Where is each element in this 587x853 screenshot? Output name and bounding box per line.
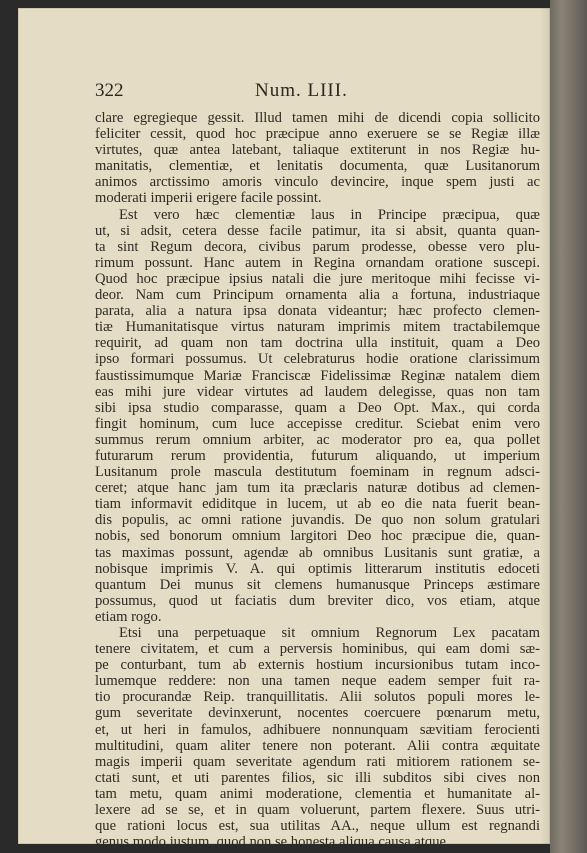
text-line: nobisque imprimis V. A. qui optimis litterarum institutis edoceti [95, 560, 540, 577]
text-line: Quod hoc præcipue ipsius natali die jure meritoque mihi fecisse vi- [95, 270, 540, 287]
text-line: ctati sunt, et uti parentes filios, sic illi subditos sibi cives non [95, 769, 540, 786]
paragraph [95, 110, 540, 207]
text-line: fingit hominum, cum luce accepisse creditur. Sciebat enim vero [95, 415, 540, 432]
text-line: tas maximas possunt, agendæ ab omnibus Lusitanis sunt gratiæ, a [95, 544, 540, 561]
paragraph [95, 207, 540, 625]
text-line: sibi ipsa studio comparasse, quam a Deo Opt. Max., qui corda [95, 399, 540, 416]
text-line: multitudini, quam aliter tenere non poterant. Alii contra æquitate [95, 737, 540, 754]
text-line: ipso formari possumus. Ut celebraturus hodie oratione clarissimum [95, 351, 540, 368]
text-line: et, ut heri in famulos, adhibuere nonnunquam sævitiam ferocienti [95, 721, 540, 738]
text-line: Lusitanum prole mascula destitutum foeminam in regnum adsci- [95, 464, 540, 481]
text-line: tio procurandæ Reip. tranquillitatis. Alii solutos populi mores le- [95, 689, 540, 706]
text-line: ta sint Regum decora, civibus parum prodesse, obesse vero plu- [95, 238, 540, 255]
text-line: tenere civitatem, et cum a perversis hominibus, qui eam domi sæ- [95, 641, 540, 658]
text-line: parata, alia a natura ipsa donata videantur; hæc profecto clemen- [95, 303, 540, 320]
text-line: ut, si adsit, cetera desse facile patimur, ita si absit, quanta quan- [95, 222, 540, 239]
text-line: ceret; atque hanc jam tum ita præclaris naturæ dotibus ad clemen- [95, 480, 540, 497]
page-header [95, 78, 547, 106]
text-line: etiam rogo. [95, 608, 162, 625]
text-line: feliciter cessit, quod hoc præcipue anno exeruere se se Regiæ illæ [95, 126, 540, 143]
text-line: Etsi una perpetuaque sit omnium Regnorum Lex pacatam [119, 625, 540, 641]
text-line: animos arctissimo amoris vinculo devincire, inque spem justi ac [95, 174, 540, 191]
text-line: tam metu, quam animi moderatione, clementia et humanitate al- [95, 785, 540, 802]
text-line: summus rerum omnium arbiter, ac moderator pro ea, qua pollet [95, 431, 540, 448]
body-text [95, 110, 540, 850]
text-line: quantum Dei munus sit clemens humanusque Princeps æstimare [95, 576, 540, 593]
text-line: genus modo justum, quod non se honesta aliqua causa atque [95, 834, 446, 851]
text-line: possumus, quod ut faciatis dum breviter dico, vos etiam, atque [95, 592, 540, 609]
text-line: faustissimumque Mariæ Franciscæ Fidelissimæ Reginæ natalem diem [95, 367, 540, 384]
page-number: 322 [95, 80, 124, 101]
text-line: requirit, ad quam non tam doctrina ulla instituit, quam a Deo [95, 335, 540, 352]
text-line: Est vero hæc clementiæ laus in Principe præcipua, quæ [119, 206, 540, 223]
text-line: nobis, sed bonorum omnium largitori Deo hoc præcipue die, quan- [95, 528, 540, 545]
text-line: lumemque reddere: non una tamen neque eadem semper fuit ra- [95, 673, 540, 690]
text-line: virtutes, quæ antea latebant, taliaque extiterunt in nos Regiæ hu- [95, 142, 540, 159]
text-line: pe conturbant, tum ab externis hostium incursionibus tutam inco- [95, 657, 540, 674]
text-line: moderati imperii erigere facile possint. [95, 190, 322, 207]
text-line: tiæ Humanitatisque virtus naturam imprimis mitem tractabilemque [95, 319, 540, 336]
text-line: clare egregieque gessit. Illud tamen mihi de dicendi copia sollicito [95, 110, 540, 126]
text-line: lexere ad se se, et in quam voluerunt, partem flexere. Suus utri- [95, 802, 540, 819]
text-line: deor. Nam cum Principum ornamenta alia a fortuna, industriaque [95, 287, 540, 304]
text-line: manitatis, clementiæ, et lenitatis documenta, quæ Lusitanorum [95, 158, 540, 175]
text-line: tiam informavit ediditque in lucem, ut ab eo die nata fuerit bean- [95, 496, 540, 513]
text-line: futurarum rerum providentia, futurum aliquando, ut imperium [95, 447, 540, 464]
text-line: gum severitate devinxerunt, nocentes coercuere pœnarum metu, [95, 705, 540, 722]
text-line: dis populis, ac omni ratione juvandis. De quo non solum gratulari [95, 512, 540, 529]
text-line: eas mihi jure videar virtutes ad laudem delegisse, quas non tam [95, 383, 540, 400]
running-head: Num. LIII. [255, 80, 348, 101]
book-spine [550, 0, 587, 853]
paragraph [95, 625, 540, 850]
text-line: magis imperii quam severitate agendum rati mitiorem rationem se- [95, 753, 540, 770]
text-line: rimum possunt. Hanc autem in Regina ornandam oratione suscepi. [95, 254, 540, 271]
text-line: que rationi locus est, sua utilitas AA., neque ullum est regnandi [95, 818, 540, 835]
